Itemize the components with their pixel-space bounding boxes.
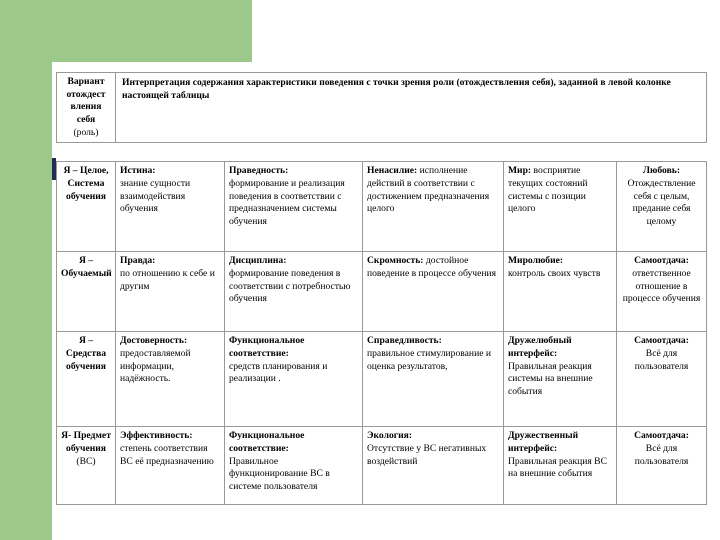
- table-cell: [363, 162, 504, 252]
- cell-text: Правильная реакция системы на внешние события: [508, 360, 593, 397]
- cell-label: Справедливость:: [367, 335, 442, 347]
- role-extra: (ВС): [76, 455, 96, 467]
- table-cell: [617, 252, 707, 332]
- table-cell: [504, 252, 617, 332]
- cell-label: Самоотдача:: [634, 255, 689, 267]
- role-cell: [57, 252, 116, 332]
- cell-text: по отношению к себе и другим: [120, 267, 215, 292]
- role-cell: [57, 332, 116, 427]
- table-cell: [363, 427, 504, 505]
- cell-text: правильное стимулирование и оценка результатов,: [367, 347, 491, 372]
- role-header-bold: Вариант отождест вления себя: [66, 76, 106, 125]
- table-cell: [504, 162, 617, 252]
- cell-text: исполнение действий в соответствии с достижением предназначения целого: [367, 165, 490, 215]
- cell-text: Правильное функционирование ВС в системе пользователя: [229, 455, 330, 492]
- values-table: [56, 72, 707, 505]
- cell-label: Ненасилие:: [367, 165, 418, 177]
- table-cell: [225, 332, 363, 427]
- cell-text: Отождествление себя с целым, предание себя целому: [627, 177, 696, 227]
- role-label: Я – Целое, Система обучения: [63, 165, 109, 202]
- cell-label: Истина:: [120, 165, 156, 177]
- spacer-row: [57, 143, 707, 162]
- cell-label: Скромность:: [367, 255, 424, 267]
- table-cell: [363, 252, 504, 332]
- cell-text: формирование и реализация поведения в соответствии с предназначением системы обучения: [229, 177, 345, 227]
- role-label: Я – Обучаемый: [61, 255, 112, 279]
- cell-text: знание сущности взаимодействия обучения: [120, 177, 191, 215]
- table-cell: [116, 427, 225, 505]
- cell-text: формирование поведения в соответствии с потребностью обучения: [229, 267, 351, 305]
- cell-text: восприятие текущих состояний системы с позиции целого: [508, 165, 588, 215]
- cell-label: Эффективность:: [120, 430, 193, 442]
- cell-text: Правильная реакция ВС на внешние события: [508, 455, 607, 480]
- table-cell: [116, 252, 225, 332]
- cell-label: Мир:: [508, 165, 532, 177]
- table-cell: [617, 162, 707, 252]
- table-cell: [225, 162, 363, 252]
- cell-text: средств планирования и реализации .: [229, 360, 328, 385]
- cell-label: Дружественный интерфейс:: [508, 430, 579, 454]
- cell-text: достойное поведение в процессе обучения: [367, 255, 497, 279]
- table-row: [57, 332, 707, 427]
- cell-label: Экология:: [367, 430, 413, 442]
- cell-text: Всё для пользователя: [634, 442, 689, 467]
- cell-label: Правда:: [120, 255, 156, 267]
- cell-label: Любовь:: [642, 165, 681, 177]
- table-row: [57, 162, 707, 252]
- role-cell: [57, 427, 116, 505]
- table-cell: [116, 162, 225, 252]
- cell-label: Самоотдача:: [634, 430, 689, 442]
- table-row: [57, 427, 707, 505]
- role-column-header: [57, 73, 116, 143]
- table-cell: [225, 427, 363, 505]
- table-cell: [504, 427, 617, 505]
- role-cell: [57, 162, 116, 252]
- role-header-plain: (роль): [73, 126, 99, 138]
- cell-label: Миролюбие:: [508, 255, 564, 267]
- cell-text: предоставляемой информации, надёжность.: [120, 347, 191, 385]
- cell-text: Всё для пользователя: [634, 347, 689, 372]
- cell-label: Дружелюбный интерфейс:: [508, 335, 572, 359]
- cell-label: Самоотдача:: [634, 335, 689, 347]
- table-cell: [504, 332, 617, 427]
- cell-label: Достоверность:: [120, 335, 188, 347]
- table-cell: [116, 332, 225, 427]
- cell-label: Дисциплина:: [229, 255, 287, 267]
- cell-label: Функциональное соответствие:: [229, 335, 305, 359]
- table-row: [57, 252, 707, 332]
- cell-text: контроль своих чувств: [508, 267, 601, 279]
- role-label: Я – Средства обучения: [65, 335, 107, 372]
- cell-label: Праведность:: [229, 165, 289, 177]
- header-row: [57, 73, 707, 143]
- role-label: Я- Предмет обучения: [61, 430, 111, 454]
- table-cell: [225, 252, 363, 332]
- table-cell: [617, 332, 707, 427]
- table-cell: [617, 427, 707, 505]
- decorative-green-strip: [0, 0, 52, 540]
- cell-label: Функциональное соответствие:: [229, 430, 305, 454]
- cell-text: ответственное отношение в процессе обучения: [622, 267, 701, 305]
- table-title: Интерпретация содержания характеристики поведения с точки зрения роли (отождествления себя), заданной в левой колонке настоящей таблицы: [116, 73, 707, 143]
- cell-text: Отсутствие у ВС негативных воздействий: [367, 442, 487, 467]
- cell-text: степень соответствия ВС её предназначению: [120, 442, 214, 467]
- table-cell: [363, 332, 504, 427]
